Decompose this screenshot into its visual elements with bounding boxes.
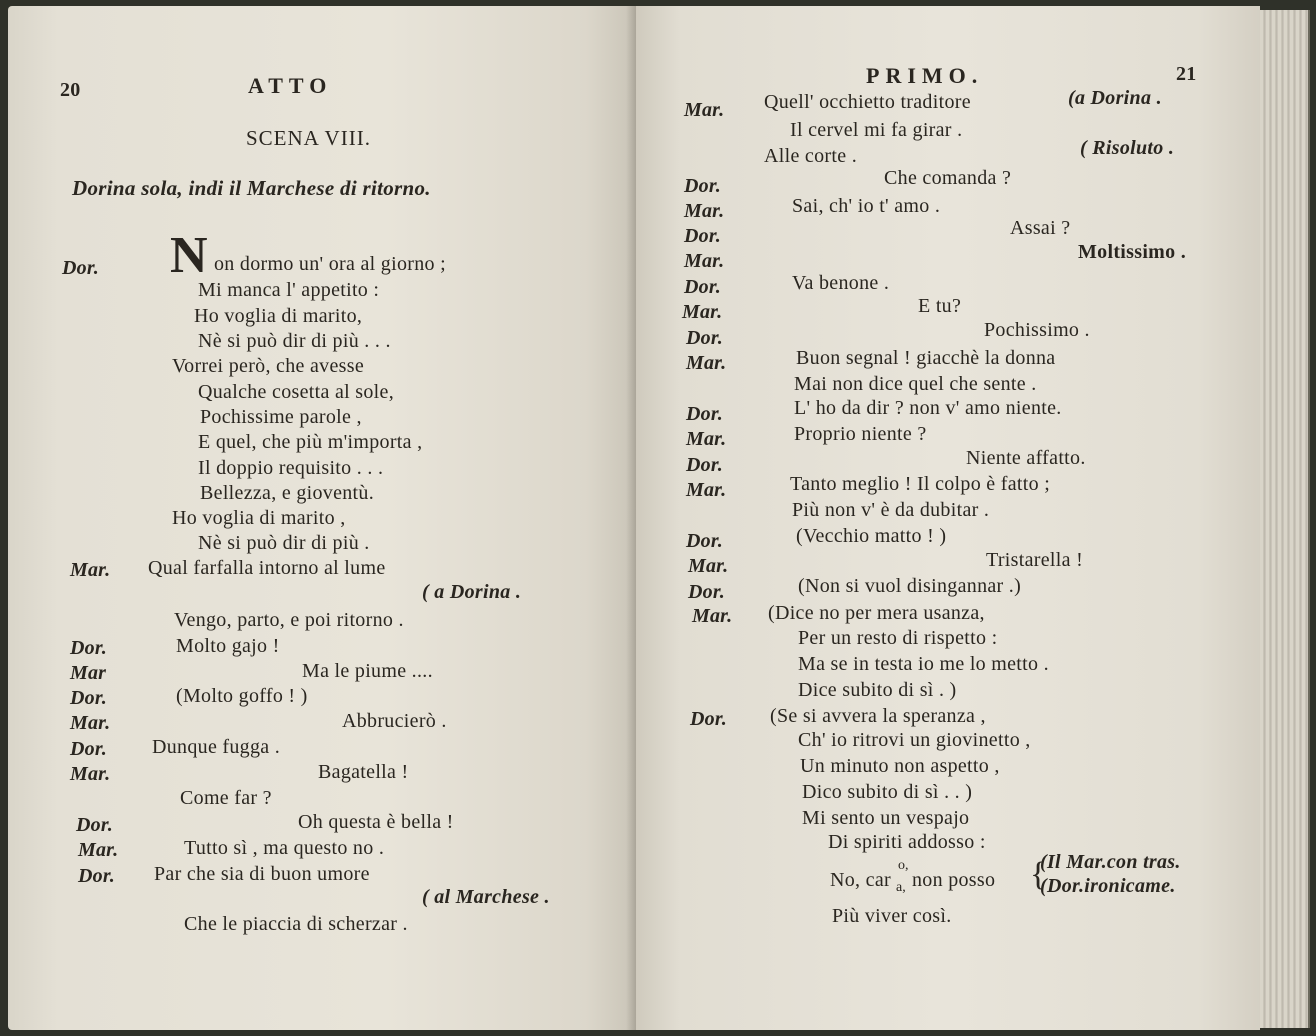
verse-line: Tristarella !: [986, 549, 1084, 571]
speaker-label: Dor.: [684, 276, 721, 298]
verse-line: (Non si vuol disingannar .): [798, 575, 1022, 597]
speaker-label: Mar.: [686, 352, 727, 374]
verse-line-end: non posso: [912, 869, 996, 891]
stage-aside: ( al Marchese .: [422, 886, 550, 908]
verse-line: Alle corte .: [764, 145, 858, 167]
stage-aside: (Dor.ironicame.: [1040, 875, 1176, 897]
verse-line: Proprio niente ?: [794, 423, 927, 445]
speaker-label: Mar.: [684, 99, 725, 121]
verse-line: Qual farfalla intorno al lume: [148, 557, 386, 579]
scene-title: SCENA VIII.: [246, 126, 371, 150]
speaker-label: Mar.: [70, 559, 111, 581]
speaker-label: Dor.: [62, 257, 99, 279]
verse-line: Vorrei però, che avesse: [172, 355, 365, 377]
speaker-label: Dor.: [684, 225, 721, 247]
verse-line: E quel, che più m'importa ,: [198, 431, 423, 453]
speaker-label: Dor.: [70, 687, 107, 709]
verse-line: (Dice no per mera usanza,: [768, 602, 985, 624]
speaker-label: Dor.: [686, 403, 723, 425]
speaker-label: Dor.: [686, 454, 723, 476]
verse-line: Pochissimo .: [984, 319, 1090, 341]
superscript-ending: o,: [898, 858, 909, 873]
verse-line: Che comanda ?: [884, 167, 1012, 189]
subscript-ending: a,: [896, 880, 906, 895]
verse-line: Sai, ch' io t' amo .: [792, 195, 941, 217]
verse-line: Dice subito di sì . ): [798, 679, 957, 701]
verse-line: Nè si può dir di più .: [198, 532, 370, 554]
verse-line: Bellezza, e gioventù.: [200, 482, 375, 504]
stage-aside: (Il Mar.con tras.: [1040, 851, 1181, 873]
speaker-label: Mar: [70, 662, 107, 684]
verse-line: Niente affatto.: [966, 447, 1086, 469]
speaker-label: Mar.: [78, 839, 119, 861]
speaker-label: Mar.: [684, 250, 725, 272]
stage-direction: Dorina sola, indi il Marchese di ritorno.: [72, 176, 431, 200]
drop-cap: N: [170, 227, 208, 284]
verse-line: Abbrucierò .: [342, 710, 447, 732]
page-edges: [1260, 10, 1310, 1028]
verse-line: Per un resto di rispetto :: [798, 627, 998, 649]
speaker-label: Dor.: [690, 708, 727, 730]
verse-line: Pochissime parole ,: [200, 406, 362, 428]
right-page: [636, 6, 1260, 1030]
verse-line: Il doppio requisito . . .: [198, 457, 384, 479]
verse-line: Che le piaccia di scherzar .: [184, 913, 408, 935]
running-head: ATTO: [248, 73, 333, 98]
verse-line: Vengo, parto, e poi ritorno .: [174, 609, 404, 631]
verse-line: Ho voglia di marito,: [194, 305, 363, 327]
speaker-label: Mar.: [70, 763, 111, 785]
verse-line: Bagatella !: [318, 761, 409, 783]
speaker-label: Dor.: [78, 865, 115, 887]
verse-line: (Vecchio matto ! ): [796, 525, 947, 547]
verse-line: Ma se in testa io me lo metto .: [798, 653, 1049, 675]
speaker-label: Mar.: [686, 479, 727, 501]
running-head: PRIMO.: [866, 63, 984, 88]
speaker-label: Mar.: [684, 200, 725, 222]
verse-line: Mai non dice quel che sente .: [794, 373, 1037, 395]
verse-line: Par che sia di buon umore: [154, 863, 370, 885]
verse-line: Tanto meglio ! Il colpo è fatto ;: [790, 473, 1051, 495]
stage-aside: (a Dorina .: [1068, 87, 1162, 109]
verse-line: E tu?: [918, 295, 962, 317]
verse-line: Di spiriti addosso :: [828, 831, 986, 853]
stage-aside: ( Risoluto .: [1080, 137, 1175, 159]
speaker-label: Dor.: [70, 637, 107, 659]
stage-aside: ( a Dorina .: [422, 581, 522, 603]
speaker-label: Dor.: [688, 581, 725, 603]
verse-line: (Se si avvera la speranza ,: [770, 705, 986, 727]
verse-line: Come far ?: [180, 787, 272, 809]
speaker-label: Mar.: [70, 712, 111, 734]
verse-line: L' ho da dir ? non v' amo niente.: [794, 397, 1062, 419]
verse-line: Buon segnal ! giacchè la donna: [796, 347, 1056, 369]
verse-line: Quell' occhietto traditore: [764, 91, 971, 113]
verse-line-start: No, car: [830, 869, 891, 891]
verse-line: Ho voglia di marito ,: [172, 507, 346, 529]
verse-line: Il cervel mi fa girar .: [790, 119, 963, 141]
verse-line: Mi manca l' appetito :: [198, 279, 380, 301]
speaker-label: Dor.: [686, 327, 723, 349]
verse-line: Ma le piume ....: [302, 660, 433, 682]
verse-line: on dormo un' ora al giorno ;: [214, 253, 446, 275]
verse-line: Moltissimo .: [1078, 241, 1187, 263]
speaker-label: Mar.: [682, 301, 723, 323]
verse-line: Più viver così.: [832, 905, 952, 927]
verse-line: Va benone .: [792, 272, 890, 294]
verse-line: Molto gajo !: [176, 635, 280, 657]
verse-line: Assai ?: [1010, 217, 1071, 239]
left-page: [8, 6, 636, 1030]
page-number: 20: [60, 79, 81, 101]
page-number: 21: [1176, 63, 1197, 85]
verse-line: Ch' io ritrovi un giovinetto ,: [798, 729, 1031, 751]
speaker-label: Dor.: [684, 175, 721, 197]
speaker-label: Dor.: [70, 738, 107, 760]
verse-line: Oh questa è bella !: [298, 811, 454, 833]
verse-line: Nè si può dir di più . . .: [198, 330, 391, 352]
verse-line: Dico subito di sì . . ): [802, 781, 973, 803]
verse-line: Mi sento un vespajo: [802, 807, 970, 829]
brace: {: [1030, 856, 1047, 893]
speaker-label: Mar.: [688, 555, 729, 577]
speaker-label: Dor.: [686, 530, 723, 552]
verse-line: Più non v' è da dubitar .: [792, 499, 990, 521]
speaker-label: Dor.: [76, 814, 113, 836]
verse-line: Qualche cosetta al sole,: [198, 381, 395, 403]
speaker-label: Mar.: [686, 428, 727, 450]
verse-line: Un minuto non aspetto ,: [800, 755, 1000, 777]
verse-line: Tutto sì , ma questo no .: [184, 837, 385, 859]
verse-line: (Molto goffo ! ): [176, 685, 308, 707]
verse-line: Dunque fugga .: [152, 736, 281, 758]
speaker-label: Mar.: [692, 605, 733, 627]
